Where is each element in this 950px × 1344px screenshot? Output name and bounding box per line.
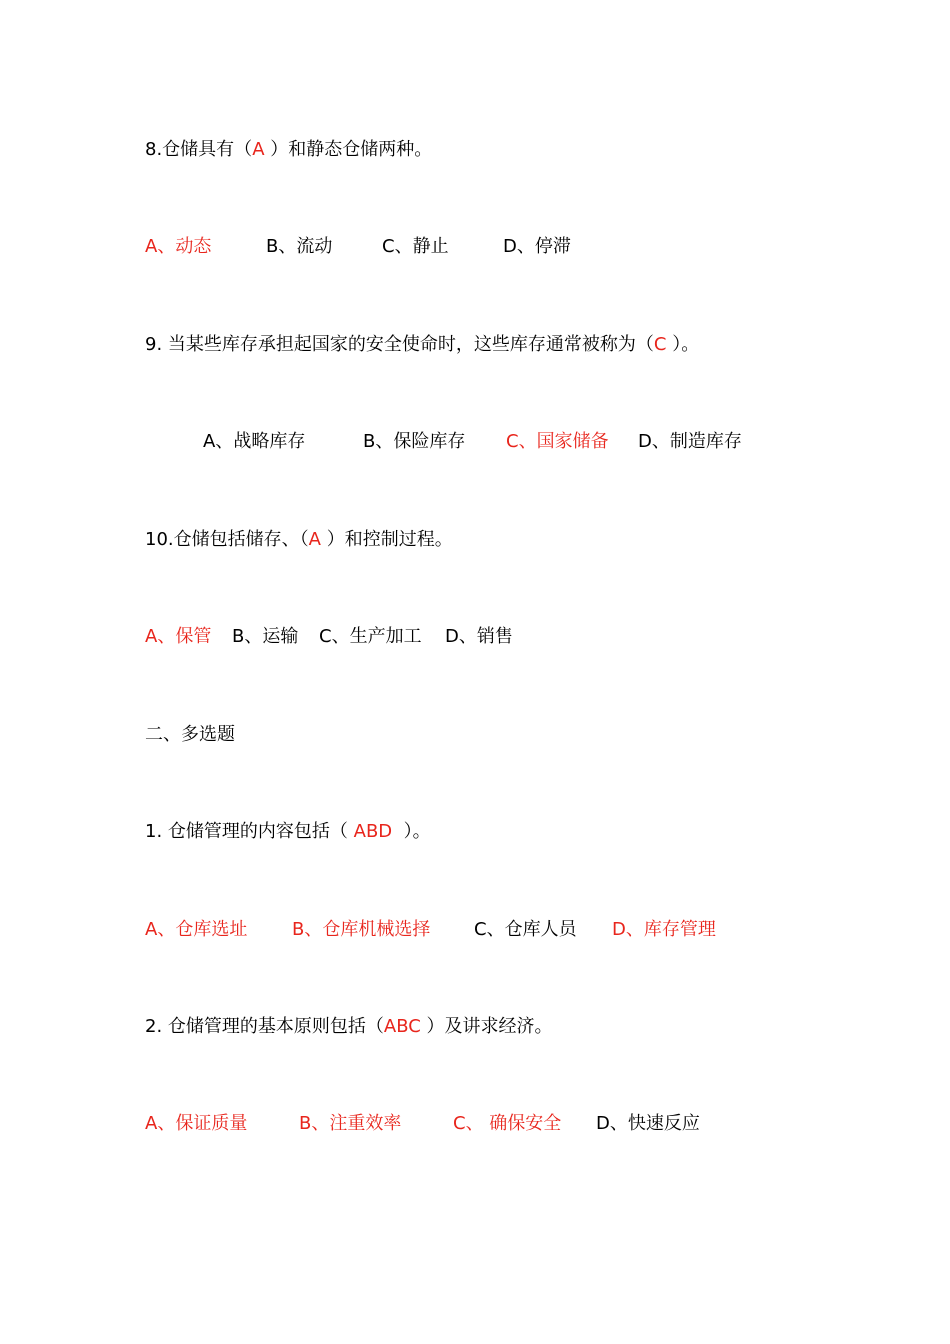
question-10-option-c: C、生产加工 (319, 626, 422, 647)
question-8-suffix: ）和静态仓储两种。 (264, 139, 433, 160)
question-9-option-a: A、战略库存 (203, 431, 306, 452)
question-9-options (203, 430, 742, 454)
multi-question-2 (145, 1015, 553, 1039)
question-10 (145, 528, 453, 552)
question-10-prefix: 10.仓储包括储存、（ (145, 529, 309, 550)
question-8-option-d: D、停滞 (503, 236, 571, 257)
question-10-answer: A (308, 529, 321, 550)
multi-question-1-answer: ABD (353, 821, 393, 842)
multi-question-1-option-a: A、仓库选址 (145, 919, 248, 940)
question-10-suffix: ）和控制过程。 (320, 529, 453, 550)
question-9-suffix: ）。 (666, 334, 700, 355)
multi-question-2-option-c: C、 确保安全 (453, 1113, 562, 1134)
multi-question-2-answer: ABC (383, 1016, 421, 1037)
question-10-options (145, 625, 513, 649)
multi-question-1-option-c: C、仓库人员 (474, 919, 577, 940)
multi-question-2-option-d: D、快速反应 (596, 1113, 700, 1134)
multi-question-2-options (145, 1112, 700, 1136)
question-8 (145, 138, 432, 162)
multi-question-1 (145, 820, 431, 844)
question-8-prefix: 8.仓储具有（ (145, 139, 253, 160)
section-title: 二、多选题 (145, 724, 235, 745)
question-9-option-c: C、国家储备 (506, 431, 609, 452)
multi-question-1-option-b: B、仓库机械选择 (292, 919, 431, 940)
question-9 (145, 333, 699, 357)
multi-question-2-option-b: B、注重效率 (299, 1113, 402, 1134)
question-10-option-d: D、销售 (445, 626, 513, 647)
question-8-option-a: A、动态 (145, 236, 212, 257)
multi-question-1-prefix: 1. 仓储管理的内容包括（ (145, 821, 354, 842)
question-8-answer: A (252, 139, 265, 160)
question-10-option-b: B、运输 (232, 626, 299, 647)
question-8-options (145, 235, 571, 259)
multi-question-2-prefix: 2. 仓储管理的基本原则包括（ (145, 1016, 384, 1037)
question-9-option-d: D、制造库存 (638, 431, 742, 452)
question-8-option-b: B、流动 (266, 236, 333, 257)
multi-question-2-option-a: A、保证质量 (145, 1113, 248, 1134)
multi-question-1-options (145, 918, 716, 942)
multi-question-2-suffix: ）及讲求经济。 (420, 1016, 553, 1037)
question-8-option-c: C、静止 (382, 236, 449, 257)
question-9-answer: C (653, 334, 667, 355)
multi-question-1-suffix: ）。 (392, 821, 431, 842)
multi-question-1-option-d: D、库存管理 (612, 919, 716, 940)
question-9-option-b: B、保险库存 (363, 431, 466, 452)
question-10-option-a: A、保管 (145, 626, 212, 647)
question-9-prefix: 9. 当某些库存承担起国家的安全使命时，这些库存通常被称为（ (145, 334, 654, 355)
